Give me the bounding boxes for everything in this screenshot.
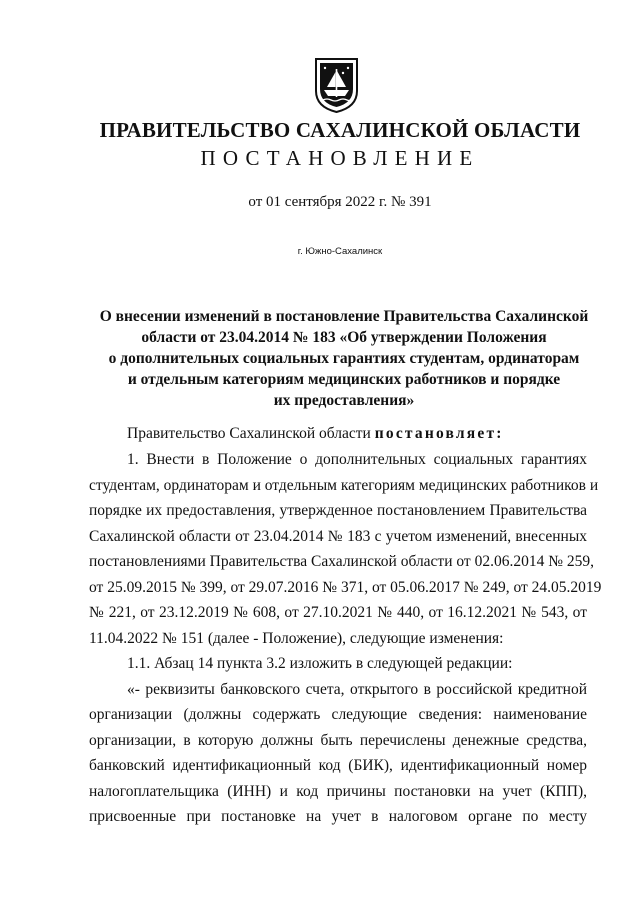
sakhalin-coat-of-arms-icon <box>313 57 360 113</box>
body-line: постановлениями Правительства Сахалинской области от 02.06.2014 № 259, <box>89 553 594 570</box>
body-line: 1. Внести в Положение о дополнительных социальных гарантиях <box>127 451 587 468</box>
body-line: № 221, от 23.12.2019 № 608, от 27.10.2021 № 440, от 16.12.2021 № 543, от <box>89 604 587 621</box>
document-city: г. Южно-Сахалинск <box>297 246 383 257</box>
document-type: ПОСТАНОВЛЕНИЕ <box>200 146 480 170</box>
body-line: порядке их предоставления, утвержденное постановлением Правительства <box>89 502 587 519</box>
document-date-number: от 01 сентября 2022 г. № 391 <box>248 194 432 210</box>
body-line: присвоенные при постановке на учет в налоговом органе по месту <box>89 808 587 825</box>
heading-line: области от 23.04.2014 № 183 «Об утверждении Положения <box>141 329 547 346</box>
body-line: 1.1. Абзац 14 пункта 3.2 изложить в следующей редакции: <box>127 655 513 672</box>
preamble-emphasis: постановляет: <box>374 425 504 442</box>
government-title: ПРАВИТЕЛЬСТВО САХАЛИНСКОЙ ОБЛАСТИ <box>99 118 581 142</box>
document-heading <box>80 306 608 411</box>
body-line: организации (должны содержать следующие сведения: наименование <box>89 706 587 723</box>
heading-line: их предоставления» <box>273 392 415 409</box>
body-line: Сахалинской области от 23.04.2014 № 183 с учетом изменений, внесенных <box>89 528 587 545</box>
body-line: банковский идентификационный код (БИК), идентификационный номер <box>89 757 587 774</box>
preamble <box>89 423 587 445</box>
body-line: 11.04.2022 № 151 (далее - Положение), следующие изменения: <box>89 630 504 647</box>
body-line: налогоплательщика (ИНН) и код причины постановки на учет (КПП), <box>89 783 587 800</box>
preamble-text: Правительство Сахалинской области <box>127 425 375 442</box>
body-line: «- реквизиты банковского счета, открытого в российской кредитной <box>127 681 587 698</box>
body-line: студентам, ординаторам и отдельным категориям медицинских работников и <box>89 477 599 494</box>
heading-line: о дополнительных социальных гарантиях студентам, ординаторам <box>108 350 580 367</box>
body-line: от 25.09.2015 № 399, от 29.07.2016 № 371, от 05.06.2017 № 249, от 24.05.2019 <box>89 579 602 596</box>
heading-line: О внесении изменений в постановление Правительства Сахалинской <box>99 308 589 325</box>
heading-line: и отдельным категориям медицинских работников и порядке <box>127 371 561 388</box>
body-line: организации, в которую должны быть перечислены денежные средства, <box>89 732 587 749</box>
